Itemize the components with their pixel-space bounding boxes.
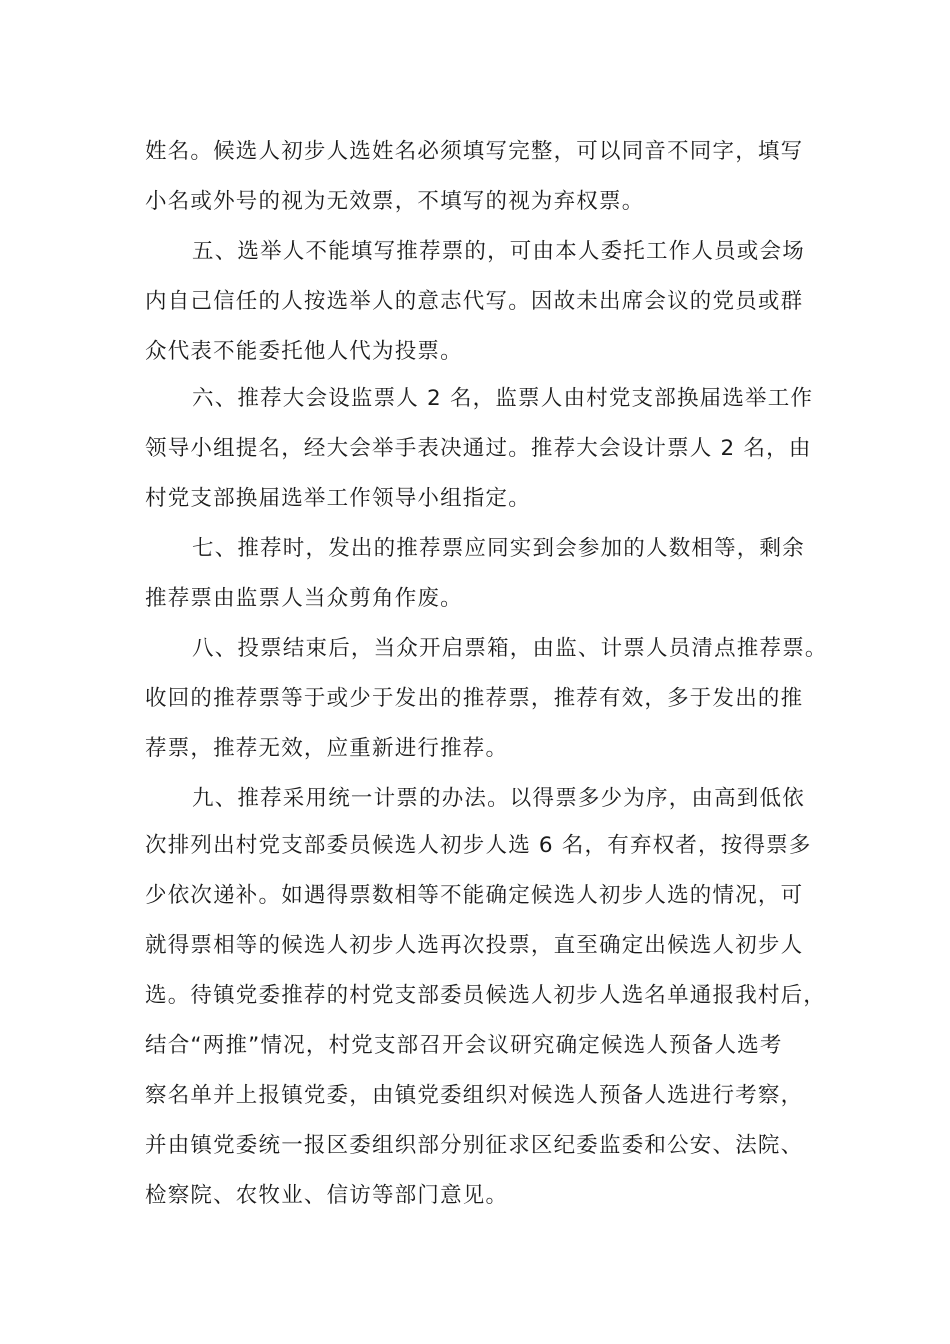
paragraph-nine-start: 九、推荐采用统一计票的办法。以得票多少为序，由高到低依 xyxy=(192,786,805,811)
text-line: 检察院、农牧业、信访等部门意见。 xyxy=(145,1183,509,1208)
text-line: 荐票，推荐无效，应重新进行推荐。 xyxy=(145,736,509,761)
text-line: 收回的推荐票等于或少于发出的推荐票，推荐有效，多于发出的推 xyxy=(145,686,804,711)
text-line: 小名或外号的视为无效票，不填写的视为弃权票。 xyxy=(145,189,645,214)
paragraph-eight-start: 八、投票结束后，当众开启票箱，由监、计票人员清点推荐票。 xyxy=(192,636,828,661)
text-line: 察名单并上报镇党委，由镇党委组织对候选人预备人选进行考察， xyxy=(145,1083,804,1108)
text-line: 就得票相等的候选人初步人选再次投票，直至确定出候选人初步人 xyxy=(145,933,804,958)
text-line: 内自己信任的人按选举人的意志代写。因故未出席会议的党员或群 xyxy=(145,289,804,314)
text-line: 姓名。候选人初步人选姓名必须填写完整，可以同音不同字，填写 xyxy=(145,139,804,164)
text-line: 众代表不能委托他人代为投票。 xyxy=(145,339,463,364)
text-line: 推荐票由监票人当众剪角作废。 xyxy=(145,586,463,611)
text-line: 少依次递补。如遇得票数相等不能确定候选人初步人选的情况，可 xyxy=(145,883,804,908)
paragraph-six-start: 六、推荐大会设监票人 2 名，监票人由村党支部换届选举工作 xyxy=(192,386,814,411)
text-line: 领导小组提名，经大会举手表决通过。推荐大会设计票人 2 名，由 xyxy=(145,436,812,461)
text-line: 结合“两推”情况，村党支部召开会议研究确定候选人预备人选考 xyxy=(145,1033,783,1058)
text-line: 村党支部换届选举工作领导小组指定。 xyxy=(145,486,531,511)
paragraph-seven-start: 七、推荐时，发出的推荐票应同实到会参加的人数相等，剩余 xyxy=(192,536,805,561)
text-line: 并由镇党委统一报区委组织部分别征求区纪委监委和公安、法院、 xyxy=(145,1133,804,1158)
paragraph-five-start: 五、选举人不能填写推荐票的，可由本人委托工作人员或会场 xyxy=(192,239,805,264)
text-line: 选。待镇党委推荐的村党支部委员候选人初步人选名单通报我村后， xyxy=(145,983,827,1008)
text-line: 次排列出村党支部委员候选人初步人选 6 名，有弃权者，按得票多 xyxy=(145,833,812,858)
